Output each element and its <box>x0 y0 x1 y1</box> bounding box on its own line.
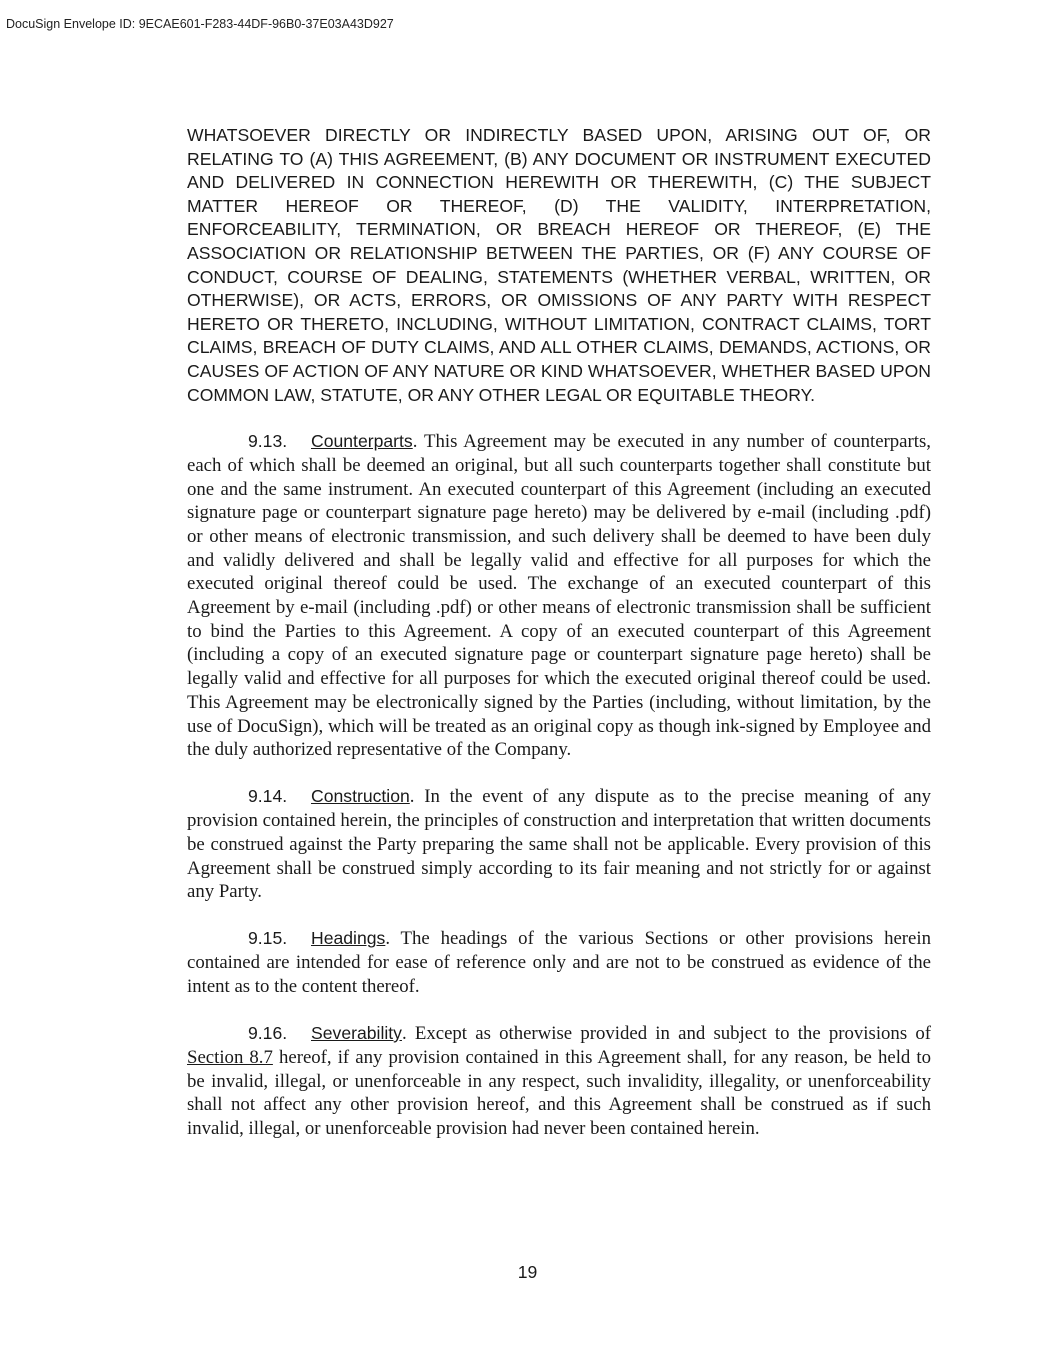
section-9-16 <box>187 1022 931 1141</box>
section-heading-headings: Headings <box>311 928 386 949</box>
document-body <box>187 124 931 1164</box>
section-number: 9.13. <box>248 431 288 452</box>
section-9-13 <box>187 430 931 762</box>
section-9-15 <box>187 927 931 998</box>
section-9-14 <box>187 785 931 904</box>
section-cross-reference: Section 8.7 <box>187 1046 273 1068</box>
section-heading-severability: Severability <box>311 1023 402 1044</box>
section-body: . Except as otherwise provided in and subject to the provisions of <box>401 1023 931 1045</box>
docusign-envelope-id: DocuSign Envelope ID: 9ECAE601-F283-44DF-96B0-37E03A43D927 <box>6 17 394 31</box>
jury-waiver-continuation: WHATSOEVER DIRECTLY OR INDIRECTLY BASED UPON, ARISING OUT OF, OR RELATING TO (A) THIS AGREEMENT, (B) ANY DOCUMENT OR INSTRUMENT EXECUTED AND DELIVERED IN CONNECTION HEREWITH OR THEREWITH, (C) THE SUBJECT MATTER HEREOF OR THEREOF, (D) THE VALIDITY, INTERPRETATION, ENFORCEABILITY, TERMINATION, OR BREACH HEREOF OR THEREOF, (E) THE ASSOCIATION OR RELATIONSHIP BETWEEN THE PARTIES, OR (F) ANY COURSE OF CONDUCT, COURSE OF DEALING, STATEMENTS (WHETHER VERBAL, WRITTEN, OR OTHERWISE), OR ACTS, ERRORS, OR OMISSIONS OF ANY PARTY WITH RESPECT HERETO OR THERETO, INCLUDING, WITHOUT LIMITATION, CONTRACT CLAIMS, TORT CLAIMS, BREACH OF DUTY CLAIMS, AND ALL OTHER CLAIMS, DEMANDS, ACTIONS, OR CAUSES OF ACTION OF ANY NATURE OR KIND WHATSOEVER, WHETHER BASED UPON COMMON LAW, STATUTE, OR ANY OTHER LEGAL OR EQUITABLE THEORY. <box>187 125 931 405</box>
section-heading-construction: Construction <box>311 786 410 807</box>
section-body: . This Agreement may be executed in any number of counterparts, each of which shall be deemed an original, but all such counterparts together shall constitute but one and the same instrument. An executed counterpart of this Agreement (including an executed signature page or counterpart signature page hereto) may be delivered by e-mail (including .pdf) or other means of electronic transmission, and such delivery shall be deemed to have been duly and validly delivered and shall be legally valid and effective for all purposes for which the executed original thereof could be used. The exchange of an executed counterpart of this Agreement by e-mail (including .pdf) or other means of electronic transmission shall be sufficient to bind the Parties to this Agreement. A copy of an executed counterpart of this Agreement (including a copy of an executed signature page or counterpart signature page hereto) shall be legally valid and effective for all purposes for which the executed original thereof could be used. This Agreement may be electronically signed by the Parties (including, without limitation, by the use of DocuSign), which will be treated as an original copy as though ink-signed by Employee and the duly authorized representative of the Company. <box>187 431 931 761</box>
section-body: hereof, if any provision contained in this Agreement shall, for any reason, be held to be invalid, illegal, or unenforceable in any respect, such invalidity, illegality, or unenforceability shall not affect any other provision hereof, and this Agreement shall be construed as if such invalid, illegal, or unenforceable provision had never been contained herein. <box>187 1046 931 1139</box>
page-number: 19 <box>517 1262 538 1282</box>
section-number: 9.16. <box>248 1023 288 1044</box>
section-heading-counterparts: Counterparts <box>311 431 413 452</box>
section-body: . In the event of any dispute as to the precise meaning of any provision contained herein, the principles of construction and interpretation that written documents be construed against the Party preparing the same shall not be applicable. Every provision of this Agreement shall be construed simply according to its fair meaning and not strictly for or against any Party. <box>187 786 931 903</box>
section-body: . The headings of the various Sections or other provisions herein contained are intended for ease of reference only and are not to be construed as evidence of the intent as to the content thereof. <box>187 928 931 997</box>
section-number: 9.14. <box>248 786 288 807</box>
section-number: 9.15. <box>248 928 288 949</box>
